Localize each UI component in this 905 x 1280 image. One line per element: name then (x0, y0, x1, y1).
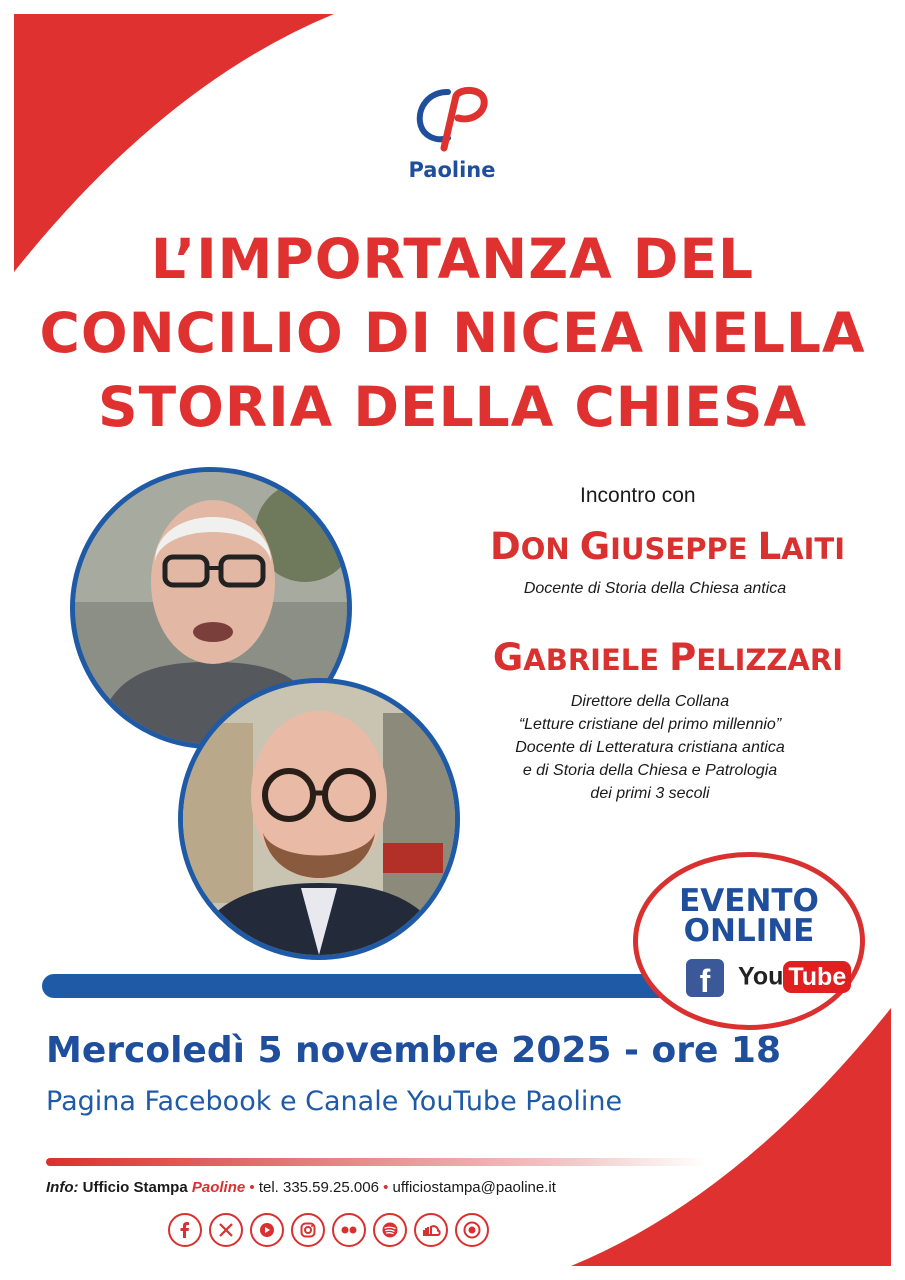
speaker1-name: DON GIUSEPPE LAITI (490, 525, 845, 568)
role-line: e di Storia della Chiesa e Patrologia (522, 762, 778, 779)
divider-bar (42, 974, 682, 998)
facebook-icon[interactable] (168, 1213, 202, 1247)
badge-line2: ONLINE (683, 913, 815, 949)
title-line: CONCILIO DI NICEA NELLA (39, 301, 866, 365)
role-line: Docente di Letteratura cristiana antica (515, 739, 785, 756)
social-icons (168, 1213, 489, 1251)
phone: tel. 335.59.25.006 (258, 1179, 379, 1196)
badge-line1: EVENTO (679, 883, 819, 919)
online-event-badge (633, 852, 865, 1030)
paoline-logo (402, 78, 502, 188)
youtube-icon[interactable] (250, 1213, 284, 1247)
flickr-icon[interactable] (332, 1213, 366, 1247)
speaker2-role (480, 690, 820, 805)
instagram-icon[interactable] (291, 1213, 325, 1247)
target-icon[interactable] (455, 1213, 489, 1247)
x-icon[interactable] (209, 1213, 243, 1247)
spotify-icon[interactable] (373, 1213, 407, 1247)
role-line: Direttore della Collana (570, 693, 730, 710)
intro-text: Incontro con (580, 484, 696, 507)
event-date: Mercoledì 5 novembre 2025 - ore 18 (46, 1030, 782, 1071)
title-line: L’IMPORTANZA DEL (150, 227, 755, 291)
speaker2-photo (178, 678, 460, 960)
speaker1-role: Docente di Storia della Chiesa antica (523, 580, 787, 597)
title-line: STORIA DELLA CHIESA (97, 375, 808, 439)
email-link[interactable]: ufficiostampa@paoline.it (392, 1179, 556, 1196)
youtube-icon: You Tube (738, 961, 851, 995)
paoline-logo-mark (402, 78, 502, 158)
facebook-icon: f (686, 959, 724, 997)
soundcloud-icon[interactable] (414, 1213, 448, 1247)
role-line: dei primi 3 secoli (590, 785, 710, 802)
info-line: Info: Ufficio Stampa Paoline • tel. 335.59.25.006 • ufficiostampa@paoline.it (46, 1179, 556, 1196)
logo-text: Paoline (408, 158, 496, 182)
gradient-divider (46, 1158, 706, 1166)
role-line: “Letture cristiane del primo millennio” (518, 716, 782, 733)
event-title (20, 222, 885, 444)
speaker2-name: GABRIELE PELIZZARI (492, 636, 843, 679)
event-channel: Pagina Facebook e Canale YouTube Paoline (46, 1086, 623, 1117)
